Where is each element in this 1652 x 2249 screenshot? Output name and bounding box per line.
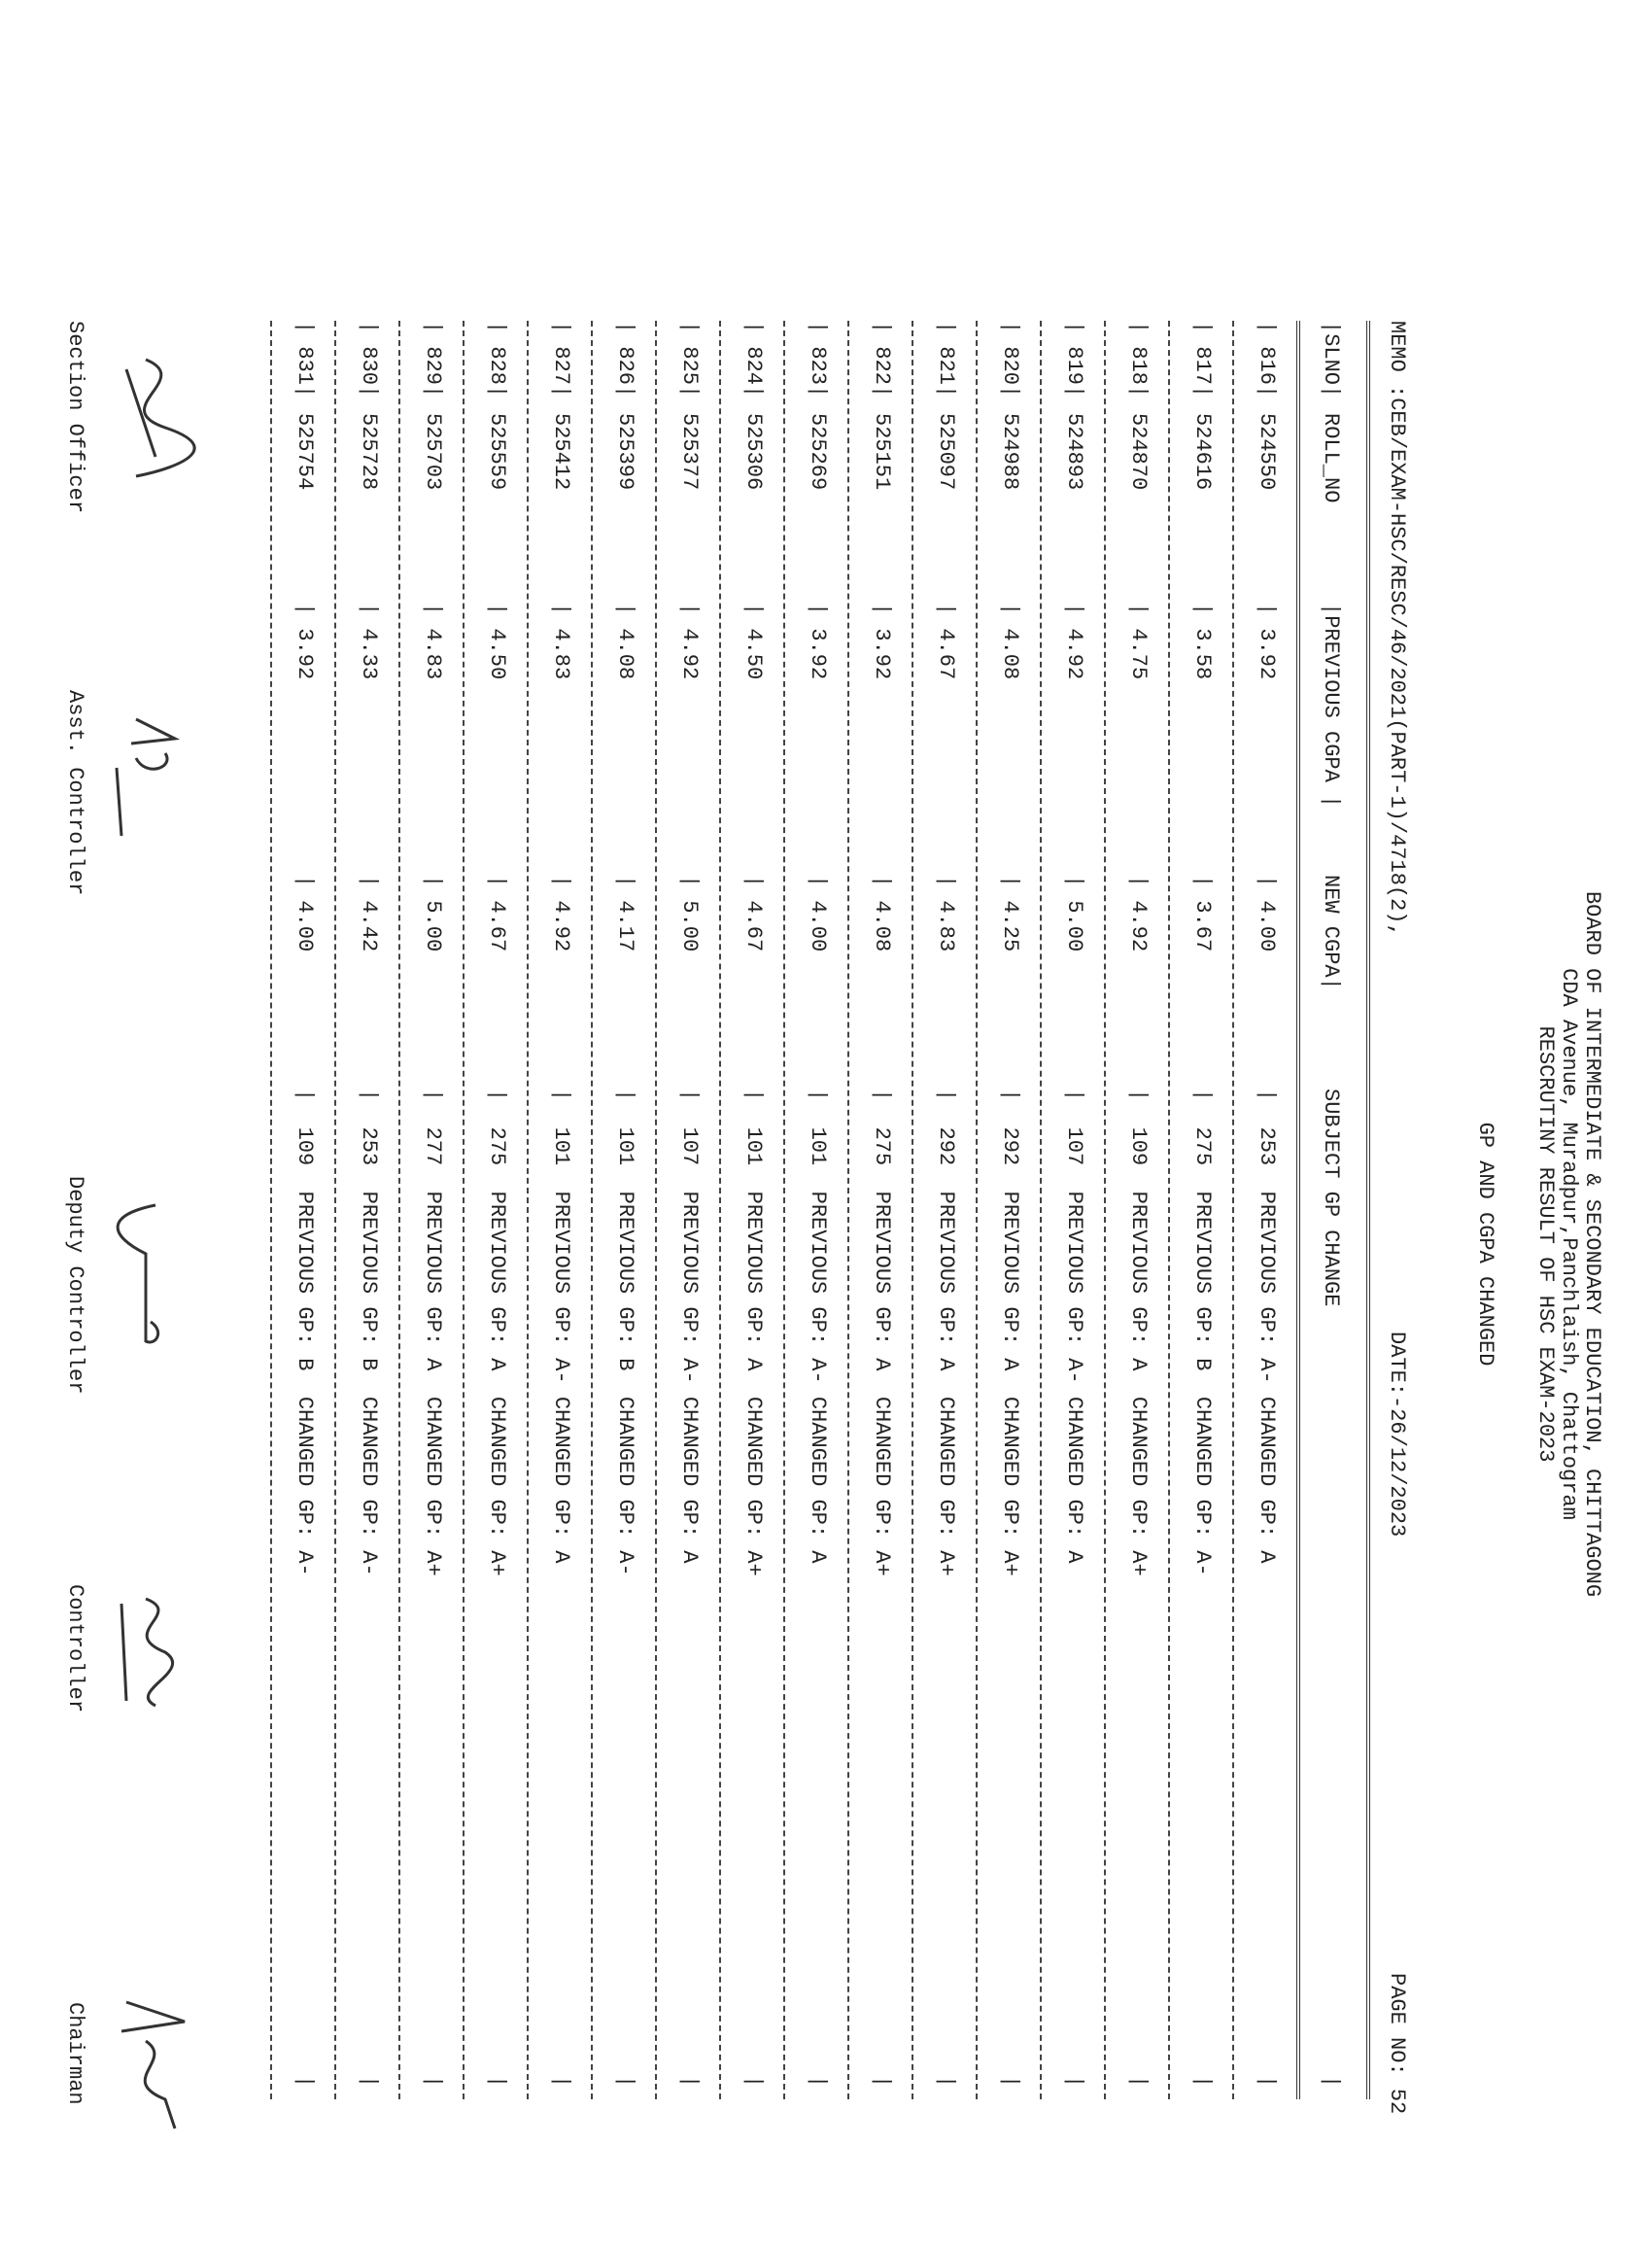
previous-cgpa-cell: | 3.92 <box>806 603 830 680</box>
row-end-bar: | <box>293 2075 317 2089</box>
table-row <box>1168 321 1232 2099</box>
roll-no-cell: 525151 <box>870 413 894 491</box>
deputy-controller-signature <box>92 1195 204 1351</box>
row-end-bar: | <box>1126 2075 1151 2089</box>
previous-cgpa-cell: | 4.50 <box>485 603 509 680</box>
subject-gp-change-cell: | 253 PREVIOUS GP: A- CHANGED GP: A <box>1255 1089 1279 1564</box>
roll-no-cell: 525559 <box>485 413 509 491</box>
controller-signature <box>92 1584 204 1720</box>
new-cgpa-cell: | 4.17 <box>613 875 637 952</box>
roll-no-cell: 525754 <box>293 413 317 491</box>
deputy-controller-label: Deputy Controller <box>63 1176 87 1395</box>
table-row <box>1104 321 1168 2099</box>
header-new-cgpa: NEW CGPA| <box>1319 875 1343 990</box>
table-header-row <box>1296 321 1360 2099</box>
new-cgpa-cell: | 4.67 <box>741 875 766 952</box>
roll-no-cell: 525728 <box>357 413 381 491</box>
new-cgpa-cell: | 4.83 <box>934 875 958 952</box>
slno-cell: | 818| <box>1126 321 1151 398</box>
subject-gp-change-cell: | 107 PREVIOUS GP: A- CHANGED GP: A <box>1062 1089 1086 1564</box>
subject-gp-change-cell: | 275 PREVIOUS GP: A CHANGED GP: A+ <box>870 1089 894 1576</box>
section-officer-label: Section Officer <box>63 321 87 514</box>
new-cgpa-cell: | 4.00 <box>1255 875 1279 952</box>
top-divider <box>1366 321 1370 2099</box>
board-title: BOARD OF INTERMEDIATE & SECONDARY EDUCATION, CHITTAGONG <box>1580 890 1604 1598</box>
table-row <box>270 321 334 2099</box>
slno-cell: | 830| <box>357 321 381 398</box>
new-cgpa-cell: | 5.00 <box>421 875 445 952</box>
new-cgpa-cell: | 4.67 <box>485 875 509 952</box>
roll-no-cell: 524893 <box>1062 413 1086 491</box>
slno-cell: | 829| <box>421 321 445 398</box>
roll-no-cell: 524988 <box>998 413 1022 491</box>
memo-number: MEMO :CEB/EXAM-HSC/RESC/46/2021(PART-1)/4718(2), <box>1385 321 1409 937</box>
asst-controller-signature <box>92 709 204 846</box>
roll-no-cell: 525097 <box>934 413 958 491</box>
header-slno: |SLNO| <box>1319 321 1343 398</box>
previous-cgpa-cell: | 3.92 <box>870 603 894 680</box>
subject-gp-change-cell: | 275 PREVIOUS GP: A CHANGED GP: A+ <box>485 1089 509 1576</box>
table-row <box>334 321 398 2099</box>
roll-no-cell: 525377 <box>677 413 702 491</box>
new-cgpa-cell: | 4.25 <box>998 875 1022 952</box>
previous-cgpa-cell: | 4.67 <box>934 603 958 680</box>
row-end-bar: | <box>485 2075 509 2089</box>
slno-cell: | 824| <box>741 321 766 398</box>
roll-no-cell: 524550 <box>1255 413 1279 491</box>
subject-gp-change-cell: | 109 PREVIOUS GP: A CHANGED GP: A+ <box>1126 1089 1151 1576</box>
new-cgpa-cell: | 4.00 <box>806 875 830 952</box>
roll-no-cell: 525412 <box>549 413 573 491</box>
subject-gp-change-cell: | 109 PREVIOUS GP: B CHANGED GP: A- <box>293 1089 317 1576</box>
new-cgpa-cell: | 4.92 <box>1126 875 1151 952</box>
table-row <box>398 321 463 2099</box>
header-roll-no: ROLL_NO <box>1319 413 1343 503</box>
results-table <box>270 321 1360 2099</box>
row-end-bar: | <box>998 2075 1022 2089</box>
table-row <box>591 321 655 2099</box>
slno-cell: | 831| <box>293 321 317 398</box>
slno-cell: | 819| <box>1062 321 1086 398</box>
previous-cgpa-cell: | 4.33 <box>357 603 381 680</box>
new-cgpa-cell: | 3.67 <box>1190 875 1215 952</box>
previous-cgpa-cell: | 4.92 <box>677 603 702 680</box>
row-end-bar: | <box>806 2075 830 2089</box>
roll-no-cell: 525306 <box>741 413 766 491</box>
roll-no-cell: 524870 <box>1126 413 1151 491</box>
new-cgpa-cell: | 4.42 <box>357 875 381 952</box>
subject-gp-change-cell: | 253 PREVIOUS GP: B CHANGED GP: A- <box>357 1089 381 1576</box>
table-row <box>976 321 1040 2099</box>
previous-cgpa-cell: | 4.08 <box>613 603 637 680</box>
table-row <box>463 321 527 2099</box>
table-row <box>527 321 591 2099</box>
section-officer-signature <box>92 350 204 486</box>
previous-cgpa-cell: | 4.08 <box>998 603 1022 680</box>
previous-cgpa-cell: | 3.92 <box>293 603 317 680</box>
row-end-bar: | <box>421 2075 445 2089</box>
subject-gp-change-cell: | 277 PREVIOUS GP: A CHANGED GP: A+ <box>421 1089 445 1576</box>
chairman-signature <box>92 1992 204 2138</box>
subject-gp-change-cell: | 101 PREVIOUS GP: A CHANGED GP: A+ <box>741 1089 766 1576</box>
page-number: PAGE NO: 52 <box>1385 1973 1409 2115</box>
row-end-bar: | <box>934 2075 958 2089</box>
subject-gp-change-cell: | 275 PREVIOUS GP: B CHANGED GP: A- <box>1190 1089 1215 1576</box>
memo-date: DATE:-26/12/2023 <box>1385 1332 1409 1538</box>
previous-cgpa-cell: | 4.50 <box>741 603 766 680</box>
row-end-bar: | <box>1062 2075 1086 2089</box>
subject-gp-change-cell: | 101 PREVIOUS GP: B CHANGED GP: A- <box>613 1089 637 1576</box>
row-end-bar: | <box>613 2075 637 2089</box>
asst-controller-label: Asst. Controller <box>63 690 87 896</box>
document-subtitle: GP AND CGPA CHANGED <box>1473 1122 1497 1367</box>
header-previous-cgpa: |PREVIOUS CGPA | <box>1319 603 1343 809</box>
roll-no-cell: 525399 <box>613 413 637 491</box>
row-end-bar: | <box>1190 2075 1215 2089</box>
slno-cell: | 823| <box>806 321 830 398</box>
previous-cgpa-cell: | 3.92 <box>1255 603 1279 680</box>
new-cgpa-cell: | 4.00 <box>293 875 317 952</box>
slno-cell: | 825| <box>677 321 702 398</box>
row-end-bar: | <box>357 2075 381 2089</box>
row-end-bar: | <box>549 2075 573 2089</box>
slno-cell: | 822| <box>870 321 894 398</box>
subject-gp-change-cell: | 101 PREVIOUS GP: A- CHANGED GP: A <box>549 1089 573 1564</box>
header-subject-gp-change: SUBJECT GP CHANGE <box>1319 1089 1343 1307</box>
new-cgpa-cell: | 5.00 <box>1062 875 1086 952</box>
table-row <box>1040 321 1104 2099</box>
subject-gp-change-cell: | 107 PREVIOUS GP: A- CHANGED GP: A <box>677 1089 702 1564</box>
row-end-bar: | <box>1255 2075 1279 2089</box>
table-row <box>719 321 783 2099</box>
subject-gp-change-cell: | 101 PREVIOUS GP: A- CHANGED GP: A <box>806 1089 830 1564</box>
subject-gp-change-cell: | 292 PREVIOUS GP: A CHANGED GP: A+ <box>998 1089 1022 1576</box>
slno-cell: | 826| <box>613 321 637 398</box>
previous-cgpa-cell: | 4.92 <box>1062 603 1086 680</box>
table-row <box>1232 321 1296 2099</box>
new-cgpa-cell: | 4.08 <box>870 875 894 952</box>
document-page <box>49 321 1603 2167</box>
slno-cell: | 820| <box>998 321 1022 398</box>
new-cgpa-cell: | 4.92 <box>549 875 573 952</box>
subject-gp-change-cell: | 292 PREVIOUS GP: A CHANGED GP: A+ <box>934 1089 958 1576</box>
slno-cell: | 827| <box>549 321 573 398</box>
row-end-bar: | <box>870 2075 894 2089</box>
row-end-bar: | <box>741 2075 766 2089</box>
board-address: CDA Avenue, Muradpur,Panchlaish, Chattogram <box>1557 968 1581 1520</box>
previous-cgpa-cell: | 3.58 <box>1190 603 1215 680</box>
slno-cell: | 816| <box>1255 321 1279 398</box>
table-row <box>912 321 976 2099</box>
table-row <box>847 321 912 2099</box>
header-end-bar: | <box>1319 2075 1343 2089</box>
previous-cgpa-cell: | 4.83 <box>549 603 573 680</box>
previous-cgpa-cell: | 4.83 <box>421 603 445 680</box>
roll-no-cell: 525703 <box>421 413 445 491</box>
roll-no-cell: 525269 <box>806 413 830 491</box>
slno-cell: | 821| <box>934 321 958 398</box>
previous-cgpa-cell: | 4.75 <box>1126 603 1151 680</box>
chairman-label: Chairman <box>63 2002 87 2105</box>
roll-no-cell: 524616 <box>1190 413 1215 491</box>
row-end-bar: | <box>677 2075 702 2089</box>
slno-cell: | 817| <box>1190 321 1215 398</box>
new-cgpa-cell: | 5.00 <box>677 875 702 952</box>
table-row <box>783 321 847 2099</box>
slno-cell: | 828| <box>485 321 509 398</box>
table-row <box>655 321 719 2099</box>
exam-title: RESCRUTINY RESULT OF HSC EXAM-2023 <box>1533 1025 1558 1463</box>
controller-label: Controller <box>63 1584 87 1713</box>
